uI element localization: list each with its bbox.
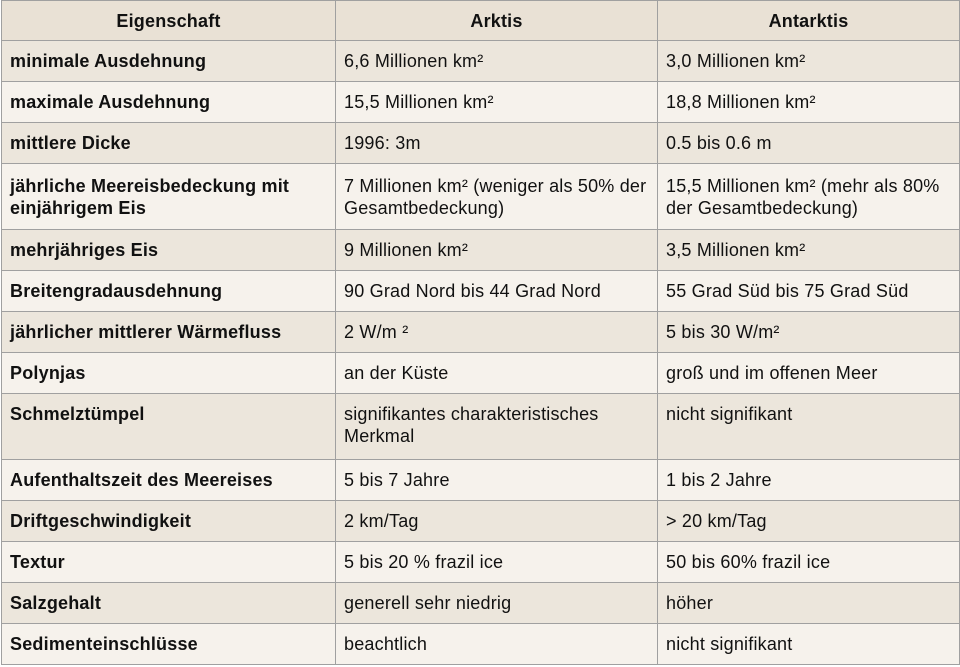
header-antarctic: Antarktis <box>658 1 960 41</box>
row-antarctic-value: 0.5 bis 0.6 m <box>658 123 960 164</box>
row-antarctic-value: 3,5 Millionen km² <box>658 230 960 271</box>
row-property: Schmelztümpel <box>2 394 336 460</box>
row-arctic-value: 2 km/Tag <box>336 501 658 542</box>
row-arctic-value: 2 W/m ² <box>336 312 658 353</box>
row-arctic-value: 90 Grad Nord bis 44 Grad Nord <box>336 271 658 312</box>
row-antarctic-value: 3,0 Millionen km² <box>658 41 960 82</box>
row-antarctic-value: groß und im offenen Meer <box>658 353 960 394</box>
table-row <box>2 230 960 271</box>
row-antarctic-value: 50 bis 60% frazil ice <box>658 542 960 583</box>
row-property: Aufenthaltszeit des Meereises <box>2 460 336 501</box>
row-arctic-value: 15,5 Millionen km² <box>336 82 658 123</box>
table-row <box>2 353 960 394</box>
row-antarctic-value: nicht signifikant <box>658 624 960 665</box>
row-arctic-value: 5 bis 7 Jahre <box>336 460 658 501</box>
row-arctic-value: 1996: 3m <box>336 123 658 164</box>
table-row <box>2 460 960 501</box>
header-arctic: Arktis <box>336 1 658 41</box>
table-row <box>2 542 960 583</box>
row-arctic-value: 7 Millionen km² (weniger als 50% der Gesamtbedeckung) <box>336 164 658 230</box>
table-row <box>2 82 960 123</box>
row-property: Sedimenteinschlüsse <box>2 624 336 665</box>
row-property: Driftgeschwindigkeit <box>2 501 336 542</box>
row-antarctic-value: 18,8 Millionen km² <box>658 82 960 123</box>
row-property: Textur <box>2 542 336 583</box>
row-property: mehrjähriges Eis <box>2 230 336 271</box>
row-property: mittlere Dicke <box>2 123 336 164</box>
row-antarctic-value: 1 bis 2 Jahre <box>658 460 960 501</box>
row-antarctic-value: 5 bis 30 W/m² <box>658 312 960 353</box>
row-antarctic-value: 55 Grad Süd bis 75 Grad Süd <box>658 271 960 312</box>
row-antarctic-value: 15,5 Millionen km² (mehr als 80% der Gesamtbedeckung) <box>658 164 960 230</box>
row-arctic-value: signifikantes charakteristisches Merkmal <box>336 394 658 460</box>
row-arctic-value: 6,6 Millionen km² <box>336 41 658 82</box>
row-antarctic-value: nicht signifikant <box>658 394 960 460</box>
table-header-row <box>2 1 960 41</box>
comparison-table <box>1 0 960 665</box>
row-antarctic-value: höher <box>658 583 960 624</box>
row-property: maximale Ausdehnung <box>2 82 336 123</box>
row-arctic-value: 5 bis 20 % frazil ice <box>336 542 658 583</box>
row-property: Breitengradausdehnung <box>2 271 336 312</box>
table-row <box>2 123 960 164</box>
table-row <box>2 164 960 230</box>
row-arctic-value: 9 Millionen km² <box>336 230 658 271</box>
row-property: jährlicher mittlerer Wärmefluss <box>2 312 336 353</box>
table-row <box>2 394 960 460</box>
row-property: Salzgehalt <box>2 583 336 624</box>
table-row <box>2 271 960 312</box>
row-property: jährliche Meereisbedeckung mit einjährigem Eis <box>2 164 336 230</box>
header-property: Eigenschaft <box>2 1 336 41</box>
row-antarctic-value: > 20 km/Tag <box>658 501 960 542</box>
row-arctic-value: an der Küste <box>336 353 658 394</box>
row-property: Polynjas <box>2 353 336 394</box>
table-row <box>2 41 960 82</box>
row-property: minimale Ausdehnung <box>2 41 336 82</box>
table-row <box>2 312 960 353</box>
row-arctic-value: beachtlich <box>336 624 658 665</box>
table-row <box>2 624 960 665</box>
table-row <box>2 583 960 624</box>
row-arctic-value: generell sehr niedrig <box>336 583 658 624</box>
table-row <box>2 501 960 542</box>
